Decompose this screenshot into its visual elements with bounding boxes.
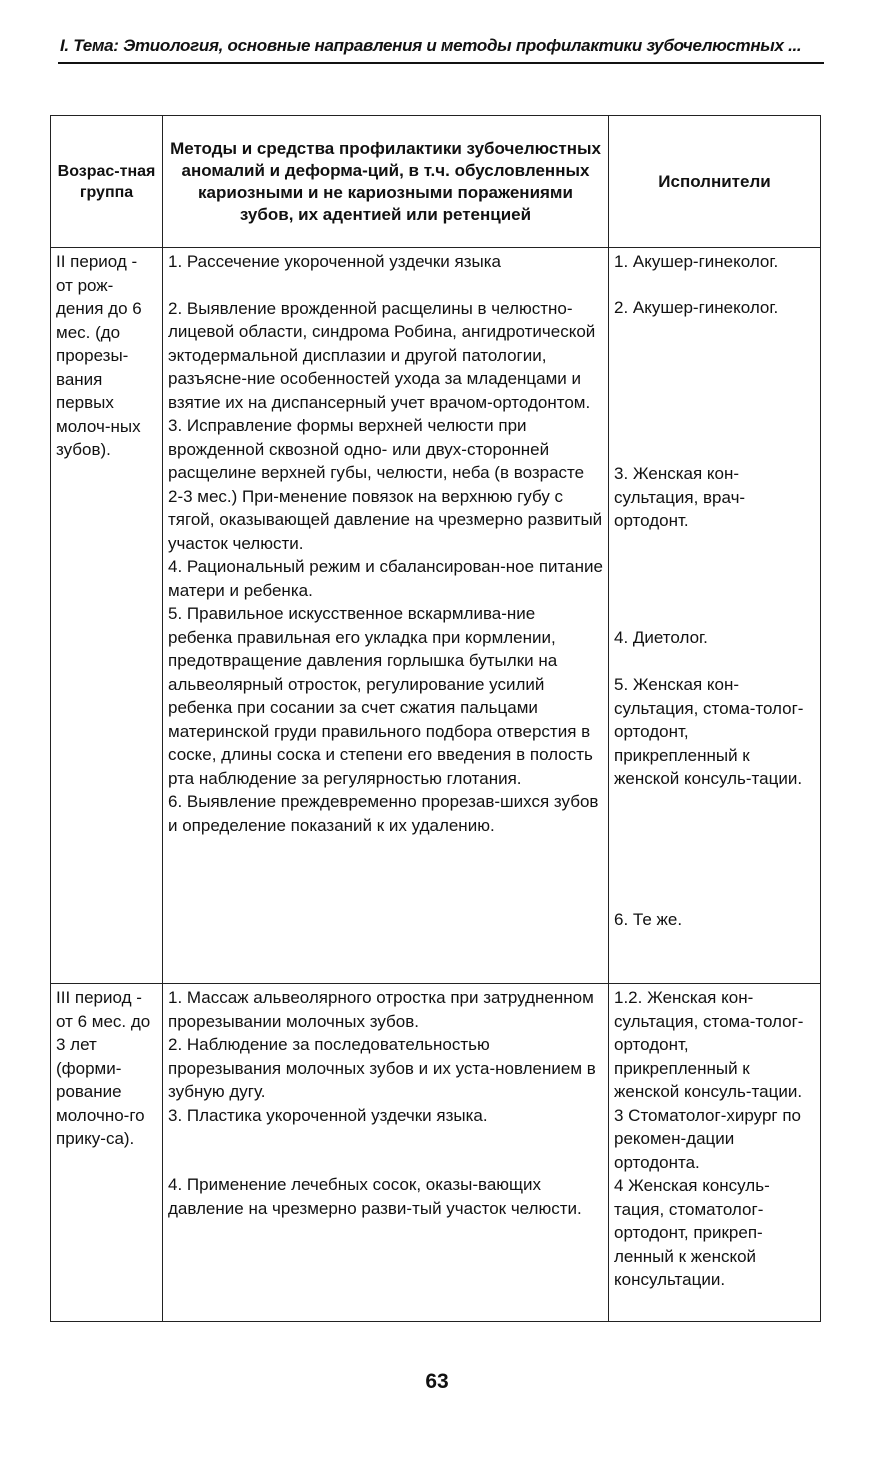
method-item: 6. Выявление преждевременно прорезав-шихся зубов и определение показаний к их удалению. [168,792,599,835]
executor-item: 5. Женская кон-сультация, стома-толог-ортодонт, прикрепленный к женской консуль-тации. [614,675,804,788]
executor-item: 4 Женская консуль-тация, стоматолог-ортодонт, прикреп-ленный к женской консультации. [614,1176,770,1289]
methods-cell [163,248,609,984]
method-item: 4. Применение лечебных сосок, оказы-вающих давление на чрезмерно разви-тый участок челюсти. [168,1175,582,1218]
executor-item: 1.2. Женская кон-сультация, стома-толог-ортодонт, прикрепленный к женской консуль-тации. [614,988,804,1101]
table-row [51,984,821,1322]
method-item: 4. Рациональный режим и сбалансирован-ное питание матери и ребенка. [168,557,603,600]
age-group-cell: III период - от 6 мес. до 3 лет (форми-рование молочно-го прику-са). [51,984,163,1322]
executor-item: 3. Женская кон-сультация, врач-ортодонт. [614,464,746,530]
age-group-cell: II период - от рож-дения до 6 мес. (до прорезы-вания первых молоч-ных зубов). [51,248,163,984]
executor-item: 1. Акушер-гинеколог. [614,252,779,271]
table-row [51,248,821,984]
executors-cell [609,984,821,1322]
method-item: 2. Наблюдение за последовательностью прорезывания молочных зубов и их уста-новлением в зубную дугу. [168,1035,596,1101]
page-number: 63 [425,1370,449,1393]
method-item: 3. Исправление формы верхней челюсти при врожденной сквозной одно- или двух-сторонней расщелине верхней губы, челюсти, неба (в возрасте 2-3 мес.) При-менение повязок на верхнюю губу с тягой, оказывающей давление на чрезмерно развитый участок челюсти. [168,416,603,553]
table-header-row [51,116,821,248]
method-item: 1. Рассечение укороченной уздечки языка [168,252,502,271]
executor-item: 3 Стоматолог-хирург по рекомен-дации ортодонта. [614,1105,801,1172]
executors-cell [609,248,821,984]
executor-item: 4. Диетолог. [614,628,708,647]
column-header-methods: Методы и средства профилактики зубочелюстных аномалий и деформа-ций, в т.ч. обусловленных кариозными и не кариозными поражениями зубов, их адентией или ретенцией [163,116,609,248]
method-item: 3. Пластика укороченной уздечки языка. [168,1105,488,1125]
executor-item: 6. Те же. [614,910,683,929]
header-rule [58,62,824,64]
prophylaxis-table [50,115,821,1322]
methods-cell [163,984,609,1322]
column-header-executors: Исполнители [609,116,821,248]
method-item: 2. Выявление врожденной расщелины в челюстно-лицевой области, синдрома Робина, ангидротической эктодермальной дисплазии и другой патологии, разъясне-ние особенностей ухода за младенцами и взятие их на диспансерный учет врачом-ортодонтом. [168,298,596,412]
method-item: 5. Правильное искусственное вскармлива-ние ребенка правильная его укладка при кормлении, предотвращение давления горлышка бутылки на альвеолярный отросток, регулирование усилий ребенка при сосании за счет сжатия пальцами материнской груди правильного подбора отверстия в соске, длины соска и степени его введения в полость рта наблюдение за регулярностью глотания. [168,604,593,788]
column-header-age-group: Возрас-тная группа [51,116,163,248]
executor-item: 2. Акушер-гинеколог. [614,298,779,317]
running-header: I. Тема: Этиология, основные направления и методы профилактики зубочелюстных ... [60,36,802,55]
method-item: 1. Массаж альвеолярного отростка при затрудненном прорезывании молочных зубов. [168,988,594,1031]
